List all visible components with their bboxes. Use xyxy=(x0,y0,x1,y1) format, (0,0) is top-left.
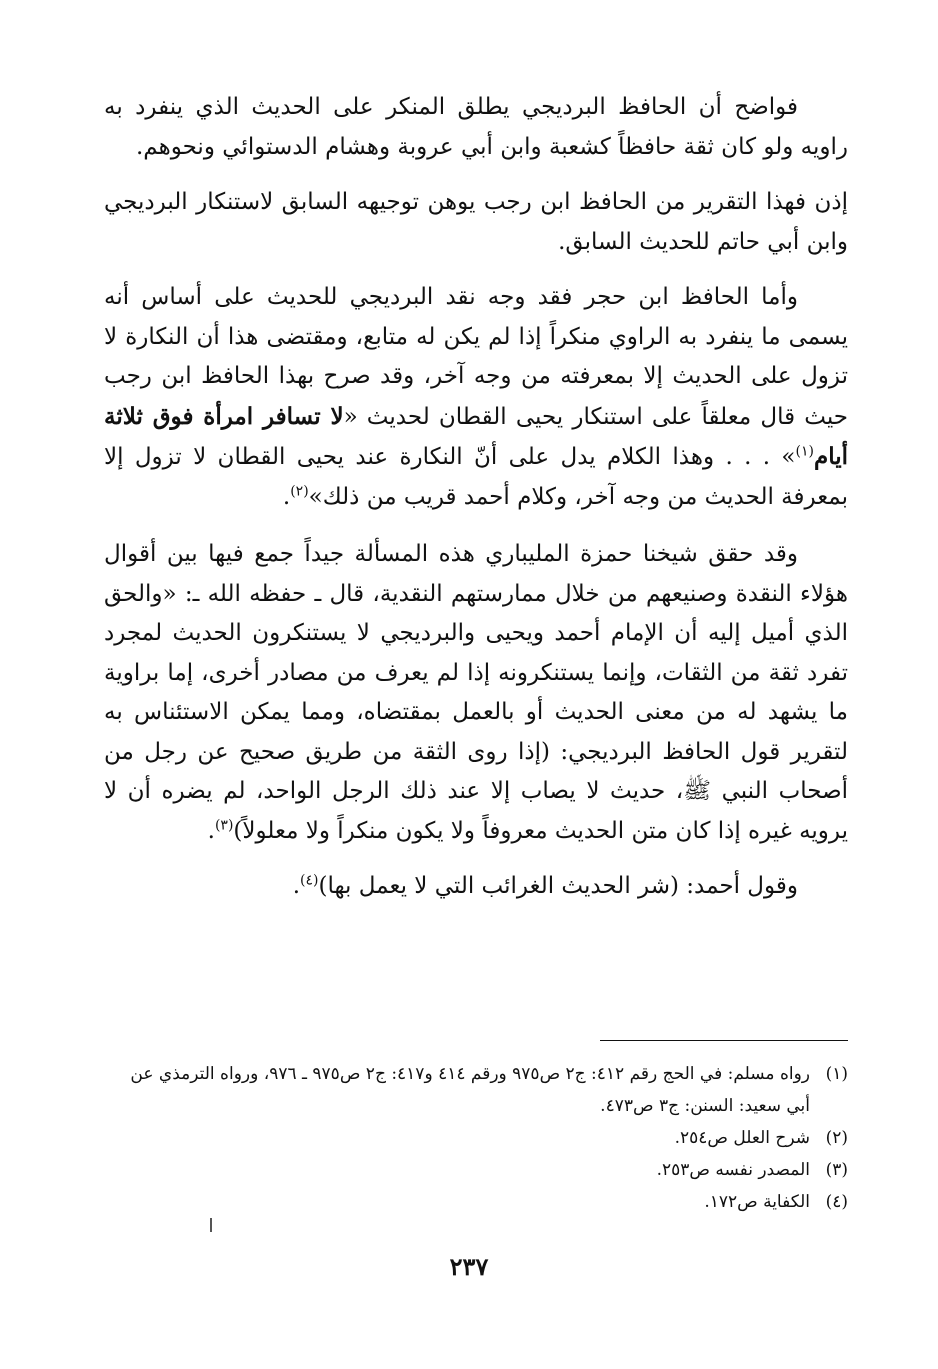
footnote-ref-3[interactable]: (٣) xyxy=(214,816,234,833)
footnote-1-number: (١) xyxy=(825,1064,848,1084)
paragraph-3-end: . xyxy=(282,483,291,510)
paragraph-3-text-after: » . . . وهذا الكلام يدل على أنّ النكارة عند يحيى القطان لا تزول إلا بمعرفة الحديث من وجه آخر، وكلام أحمد قريب من ذلك» xyxy=(104,444,848,510)
paragraph-4-end: . xyxy=(207,817,215,844)
footnote-3 xyxy=(104,1154,848,1186)
paragraph-1-text: فواضح أن الحافظ البرديجي يطلق المنكر على الحديث الذي ينفرد به راويه ولو كان ثقة حافظاً كشعبة وابن أبي عروبة وهشام الدستوائي ونحوهم. xyxy=(104,94,848,160)
paragraph-5-text: وقول أحمد: (شر الحديث الغرائب التي لا يعمل بها) xyxy=(318,873,798,899)
footnote-4-text: الكفاية ص١٧٢. xyxy=(704,1192,810,1212)
paragraph-5-end: . xyxy=(292,873,300,899)
footnote-4-number: (٤) xyxy=(825,1192,848,1212)
footnote-ref-1[interactable]: (١) xyxy=(795,443,814,460)
footnote-2-number: (٢) xyxy=(825,1128,848,1148)
footnote-1-text: رواه مسلم: في الحج رقم ٤١٢: ج٢ ص٩٧٥ ورقم ٤١٤ و٤١٧: ج٢ ص٩٧٥ ـ ٩٧٦، ورواه الترمذي عن أبي سعيد: السنن: ج٣ ص٤٧٣. xyxy=(130,1064,810,1116)
paragraph-4-text: وقد حقق شيخنا حمزة المليباري هذه المسألة جيداً جمع فيها بين أقوال هؤلاء النقدة وصنيعهم من خلال ممارستهم النقدية، قال ـ حفظه الله ـ: «والحق الذي أميل إليه أن الإمام أحمد ويحيى والبرديجي لا يستنكرون الحديث لمجرد تفرد ثقة من الثقات، وإنما يستنكرونه إذا لم يعرف من مصادر أخرى، إما براوية ما يشهد له من معنى الحديث أو بالعمل بمقتضاه، ومما يمكن الاستئناس به لتقرير قول الحافظ البرديجي: (إذا روى الثقة من طريق صحيح عن رجل من أصحاب النبي ﷺ، حديث لا يصاب إلا عند ذلك الرجل الواحد، لم يضره أن لا يرويه غيره إذا كان متن الحديث معروفاً ولا يكون منكراً ولا معلولاً) xyxy=(104,541,848,844)
paragraph-1 xyxy=(104,88,848,167)
paragraph-3-text-before: وأما الحافظ ابن حجر فقد وجه نقد البرديجي للحديث على أساس أنه يسمى ما ينفرد به الراوي منكراً إذا لم يكن له متابع، ومقتضى هذا أن النكارة لا تزول على الحديث إلا بمعرفته من وجه آخر، وقد صرح بهذا الحافظ ابن رجب حيث قال معلقاً على استنكار يحيى القطان لحديث « xyxy=(104,284,848,430)
footnote-1 xyxy=(104,1058,848,1122)
page-number: ٢٣٧ xyxy=(449,1252,489,1281)
main-text xyxy=(104,88,848,923)
paragraph-3 xyxy=(104,278,848,517)
footnote-3-number: (٣) xyxy=(825,1160,848,1180)
paragraph-4 xyxy=(104,535,848,851)
paragraph-2 xyxy=(104,183,848,262)
scan-mark xyxy=(210,1218,212,1232)
footnote-3-text: المصدر نفسه ص٢٥٣. xyxy=(656,1160,810,1180)
footnote-2 xyxy=(104,1122,848,1154)
footnote-ref-4[interactable]: (٤) xyxy=(300,872,319,889)
footnote-4 xyxy=(104,1186,848,1218)
hadith-quote: لا تسافر امرأة فوق ثلاثة أيام xyxy=(104,402,848,470)
footnote-divider xyxy=(600,1040,848,1041)
footnotes xyxy=(104,1058,848,1218)
footnote-2-text: شرح العلل ص٢٥٤. xyxy=(674,1128,810,1148)
footnote-ref-2[interactable]: (٢) xyxy=(290,482,309,499)
paragraph-2-text: إذن فهذا التقرير من الحافظ ابن رجب يوهن توجيهه السابق لاستنكار البرديجي وابن أبي حاتم للحديث السابق. xyxy=(104,189,848,255)
paragraph-5 xyxy=(104,867,848,907)
